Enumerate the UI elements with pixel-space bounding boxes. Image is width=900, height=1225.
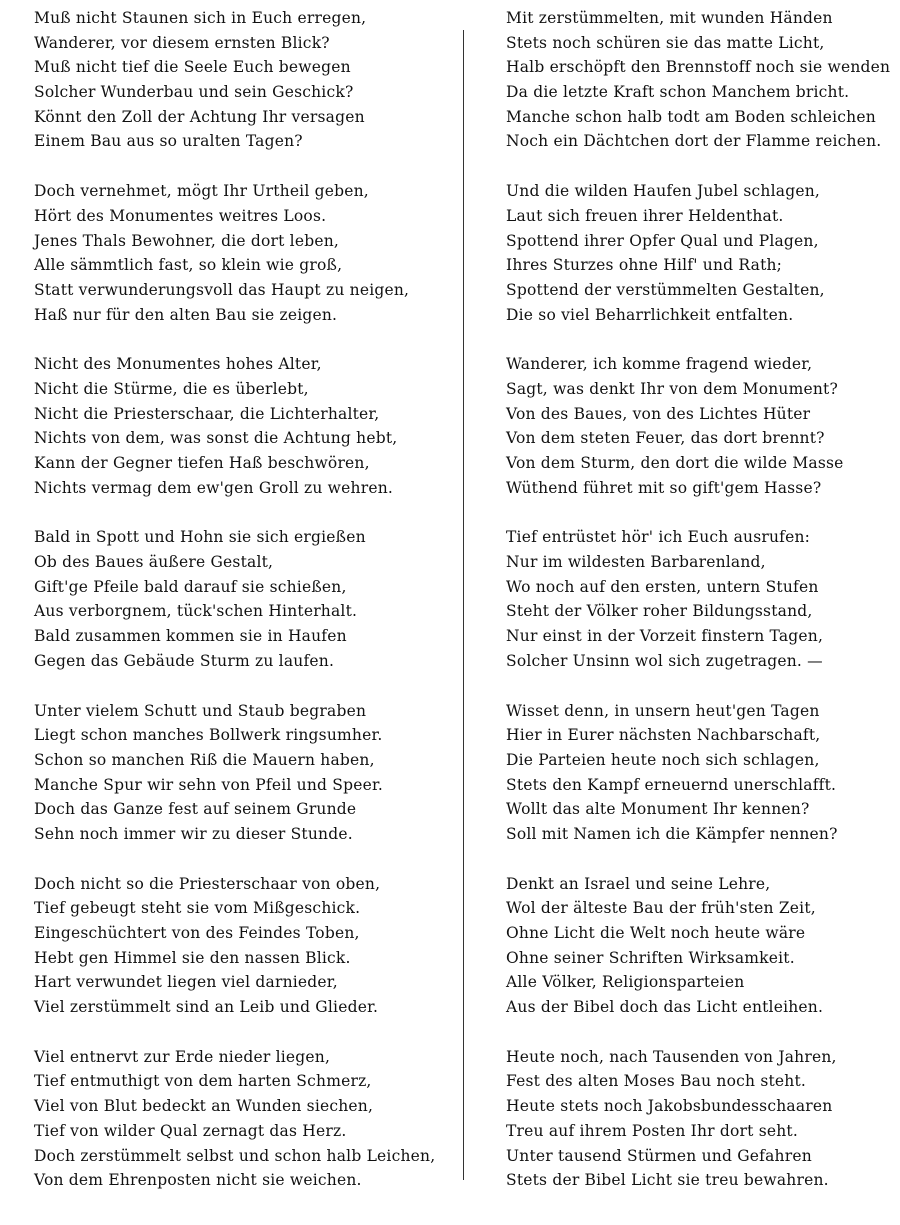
verse-line: Wollt das alte Monument Ihr kennen? — [506, 800, 810, 819]
verse-line: Haß nur für den alten Bau sie zeigen. — [34, 305, 338, 324]
stanza — [34, 1045, 454, 1193]
stanza — [34, 179, 454, 327]
verse-line: Treu auf ihrem Posten Ihr dort seht. — [506, 1121, 798, 1140]
verse-line: Tief gebeugt steht sie vom Mißgeschick. — [34, 899, 361, 918]
verse-line: Alle Völker, Religionsparteien — [506, 973, 745, 992]
right-column — [506, 6, 891, 1218]
verse-line: Muß nicht tief die Seele Euch bewegen — [34, 58, 351, 77]
verse-line: Stets den Kampf erneuernd unerschlafft. — [506, 775, 837, 794]
verse-line: Nichts von dem, was sonst die Achtung hebt, — [34, 429, 398, 448]
verse-line: Wüthend führet mit so gift'gem Hasse? — [506, 478, 822, 497]
verse-line: Könnt den Zoll der Achtung Ihr versagen — [34, 107, 365, 126]
verse-line: Spottend ihrer Opfer Qual und Plagen, — [506, 231, 819, 250]
verse-line: Heute noch, nach Tausenden von Jahren, — [506, 1047, 837, 1066]
verse-line: Laut sich freuen ihrer Heldenthat. — [506, 206, 784, 225]
verse-line: Von des Baues, von des Lichtes Hüter — [506, 404, 811, 423]
stanza — [34, 352, 454, 500]
verse-line: Alle sämmtlich fast, so klein wie groß, — [34, 256, 343, 275]
verse-line: Nicht des Monumentes hohes Alter, — [34, 355, 322, 374]
verse-line: Hart verwundet liegen viel darnieder, — [34, 973, 338, 992]
verse-line: Von dem Ehrenposten nicht sie weichen. — [34, 1171, 362, 1190]
verse-line: Mit zerstümmelten, mit wunden Händen — [506, 9, 833, 27]
verse-line: Doch das Ganze fest auf seinem Grunde — [34, 800, 357, 819]
verse-line: Viel zerstümmelt sind an Leib und Glieder. — [34, 998, 379, 1017]
verse-line: Wisset denn, in unsern heut'gen Tagen — [506, 701, 820, 720]
verse-line: Nicht die Stürme, die es überlebt, — [34, 379, 309, 398]
verse-line: Muß nicht Staunen sich in Euch erregen, — [34, 9, 367, 27]
verse-line: Liegt schon manches Bollwerk ringsumher. — [34, 726, 383, 745]
stanza — [506, 525, 886, 673]
verse-line: Wol der älteste Bau der früh'sten Zeit, — [506, 899, 816, 918]
verse-line: Hebt gen Himmel sie den nassen Blick. — [34, 948, 351, 967]
verse-line: Bald in Spott und Hohn sie sich ergießen — [34, 528, 366, 547]
verse-line: Viel von Blut bedeckt an Wunden siechen, — [34, 1097, 374, 1116]
verse-line: Von dem Sturm, den dort die wilde Masse — [506, 454, 844, 472]
verse-line: Spottend der verstümmelten Gestalten, — [506, 280, 825, 299]
verse-line: Gegen das Gebäude Sturm zu laufen. — [34, 651, 335, 670]
verse-line: Nur einst in der Vorzeit finstern Tagen, — [506, 627, 824, 646]
verse-line: Ohne Licht die Welt noch heute wäre — [506, 924, 806, 942]
verse-line: Nur im wildesten Barbarenland, — [506, 553, 766, 572]
verse-line: Tief entmuthigt von dem harten Schmerz, — [34, 1072, 372, 1091]
stanza — [506, 352, 886, 500]
stanza — [34, 525, 454, 673]
verse-line: Unter vielem Schutt und Staub begraben — [34, 701, 367, 720]
verse-line: Doch zerstümmelt selbst und schon halb Leichen, — [34, 1146, 436, 1165]
verse-line: Ob des Baues äußere Gestalt, — [34, 553, 274, 572]
verse-line: Doch nicht so die Priesterschaar von oben, — [34, 874, 381, 893]
verse-line: Sehn noch immer wir zu dieser Stunde. — [34, 824, 353, 843]
verse-line: Ihres Sturzes ohne Hilf' und Rath; — [506, 256, 783, 275]
stanza — [506, 699, 886, 847]
verse-line: Aus verborgnem, tück'schen Hinterhalt. — [34, 602, 358, 621]
verse-line: Stets noch schüren sie das matte Licht, — [506, 33, 825, 52]
verse-line: Noch ein Dächtchen dort der Flamme reichen. — [506, 132, 882, 151]
stanza — [34, 872, 454, 1020]
verse-line: Tief von wilder Qual zernagt das Herz. — [34, 1121, 347, 1140]
verse-line: Kann der Gegner tiefen Haß beschwören, — [34, 454, 370, 472]
verse-line: Halb erschöpft den Brennstoff noch sie wenden — [506, 58, 891, 77]
stanza — [506, 179, 886, 327]
verse-line: Hört des Monumentes weitres Loos. — [34, 206, 327, 225]
verse-line: Unter tausend Stürmen und Gefahren — [506, 1146, 812, 1165]
left-column — [34, 6, 454, 1218]
stanza — [506, 6, 891, 154]
verse-line: Heute stets noch Jakobsbundesschaaren — [506, 1097, 833, 1116]
verse-line: Die Parteien heute noch sich schlagen, — [506, 750, 820, 769]
verse-line: Sagt, was denkt Ihr von dem Monument? — [506, 379, 838, 398]
column-divider — [463, 30, 464, 1180]
verse-line: Einem Bau aus so uralten Tagen? — [34, 132, 303, 151]
verse-line: Solcher Wunderbau und sein Geschick? — [34, 83, 354, 102]
verse-line: Stets der Bibel Licht sie treu bewahren. — [506, 1171, 829, 1190]
verse-line: Aus der Bibel doch das Licht entleihen. — [506, 998, 824, 1017]
verse-line: Bald zusammen kommen sie in Haufen — [34, 627, 347, 646]
verse-line: Schon so manchen Riß die Mauern haben, — [34, 750, 375, 769]
verse-line: Doch vernehmet, mögt Ihr Urtheil geben, — [34, 182, 369, 201]
verse-line: Gift'ge Pfeile bald darauf sie schießen, — [34, 577, 347, 596]
verse-line: Da die letzte Kraft schon Manchem bricht. — [506, 83, 850, 102]
verse-line: Steht der Völker roher Bildungsstand, — [506, 602, 813, 621]
verse-line: Denkt an Israel und seine Lehre, — [506, 874, 771, 893]
verse-line: Eingeschüchtert von des Feindes Toben, — [34, 924, 360, 942]
verse-line: Hier in Eurer nächsten Nachbarschaft, — [506, 726, 821, 745]
verse-line: Viel entnervt zur Erde nieder liegen, — [34, 1047, 331, 1066]
verse-line: Nicht die Priesterschaar, die Lichterhalter, — [34, 404, 380, 423]
verse-line: Statt verwunderungsvoll das Haupt zu neigen, — [34, 280, 410, 299]
verse-line: Fest des alten Moses Bau noch steht. — [506, 1072, 807, 1091]
stanza — [34, 699, 454, 847]
verse-line: Soll mit Namen ich die Kämpfer nennen? — [506, 824, 838, 843]
stanza — [506, 1045, 886, 1193]
verse-line: Ohne seiner Schriften Wirksamkeit. — [506, 948, 795, 967]
verse-line: Manche Spur wir sehn von Pfeil und Speer. — [34, 775, 384, 794]
verse-line: Wo noch auf den ersten, untern Stufen — [506, 577, 819, 596]
verse-line: Die so viel Beharrlichkeit entfalten. — [506, 305, 794, 324]
verse-line: Tief entrüstet hör' ich Euch ausrufen: — [506, 528, 811, 547]
verse-line: Solcher Unsinn wol sich zugetragen. — — [506, 651, 823, 670]
verse-line: Von dem steten Feuer, das dort brennt? — [506, 429, 825, 448]
stanza — [34, 6, 454, 154]
verse-line: Nichts vermag dem ew'gen Groll zu wehren. — [34, 478, 394, 497]
verse-line: Und die wilden Haufen Jubel schlagen, — [506, 182, 821, 201]
stanza — [506, 872, 886, 1020]
verse-line: Manche schon halb todt am Boden schleichen — [506, 107, 876, 126]
verse-line: Wanderer, ich komme fragend wieder, — [506, 355, 813, 374]
verse-line: Jenes Thals Bewohner, die dort leben, — [34, 231, 340, 250]
verse-line: Wanderer, vor diesem ernsten Blick? — [34, 33, 330, 52]
